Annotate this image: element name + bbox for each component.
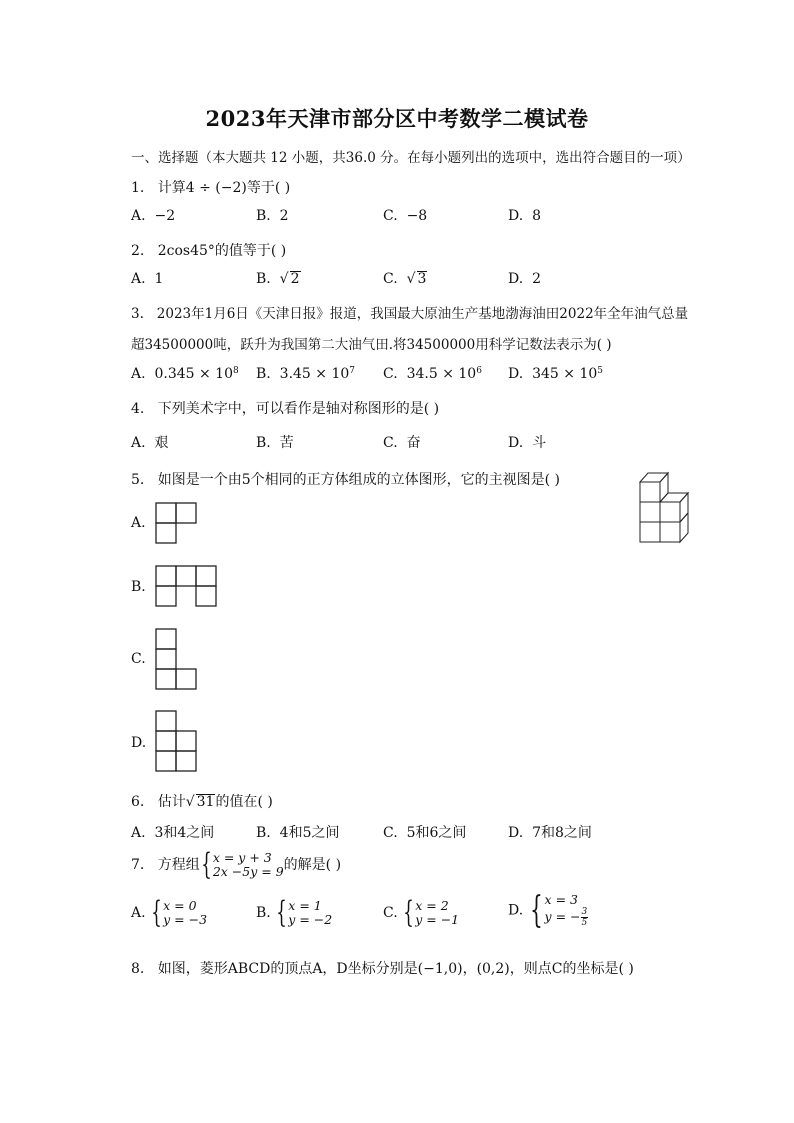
question-number: 3.	[131, 306, 144, 322]
q7-option-d[interactable]	[508, 889, 588, 931]
solution-x: x = 0	[163, 898, 197, 913]
option-value: 7和8之间	[532, 825, 592, 841]
solution-y: y = −	[544, 909, 581, 924]
option-value: −2	[154, 208, 176, 224]
question-text-pre: 估计	[157, 794, 186, 810]
option-value: 1	[154, 271, 164, 287]
solution-y: y = −3	[163, 912, 208, 927]
q4-option-d[interactable]	[508, 432, 546, 452]
equation-system	[213, 851, 284, 879]
option-base: 0.345 × 10	[154, 366, 233, 382]
option-value: 3和4之间	[154, 825, 215, 841]
q7-option-b[interactable]	[256, 895, 333, 930]
question-text: 下列美术字中，可以看作是轴对称图形的是( )	[157, 401, 440, 417]
option-label: C.	[383, 905, 398, 921]
q1-option-a[interactable]	[131, 208, 175, 224]
left-brace-icon: {	[403, 895, 414, 930]
equation-1: x = y + 3	[212, 850, 272, 865]
option-label: A.	[131, 208, 146, 224]
option-label: B.	[256, 208, 271, 224]
question-text-post: 的解是( )	[283, 857, 342, 873]
question-text-pre: 方程组	[157, 857, 200, 873]
option-label: D.	[508, 366, 524, 382]
solution-x: x = 3	[544, 892, 578, 907]
question-number: 4.	[131, 401, 145, 417]
question-number: 5.	[131, 472, 145, 488]
q6-option-c[interactable]	[383, 822, 466, 842]
q5-option-a[interactable]: A.	[131, 515, 146, 531]
numerator: 3	[581, 907, 588, 917]
question-text: 计算4 ÷ (−2)等于( )	[157, 180, 291, 196]
option-value: 艰	[154, 435, 169, 451]
radicand: 31	[196, 794, 215, 810]
question-text-post: 的值在( )	[215, 794, 273, 810]
option-value: 5和6之间	[406, 825, 467, 841]
denominator: 5	[581, 918, 588, 928]
option-label: C.	[383, 825, 398, 841]
q1-option-d[interactable]	[508, 208, 541, 224]
q3-option-b[interactable]	[256, 366, 355, 382]
page-title: 2023年天津市部分区中考数学二模试卷	[205, 106, 589, 131]
question-number: 8.	[131, 961, 145, 977]
q7-option-a[interactable]	[131, 895, 208, 930]
question-5	[131, 469, 560, 489]
q6-option-d[interactable]	[508, 822, 592, 842]
q1-option-b[interactable]	[256, 208, 289, 224]
question-number: 1.	[131, 180, 145, 196]
sqrt-icon: √	[279, 271, 289, 287]
option-label: D.	[508, 902, 524, 919]
option-label: A.	[131, 825, 146, 841]
solution-system	[163, 899, 207, 927]
option-value: 斗	[532, 435, 547, 451]
question-2	[131, 240, 286, 260]
option-label: A.	[131, 271, 146, 287]
question-1	[131, 177, 290, 197]
question-4	[131, 398, 439, 418]
sqrt-icon: √	[406, 271, 416, 287]
option-label: C.	[383, 208, 398, 224]
option-exponent: 5	[597, 366, 603, 376]
option-label: A.	[131, 366, 146, 382]
option-base: 345 × 10	[532, 366, 598, 382]
option-value: 2	[279, 208, 289, 224]
section-heading: 一、选择题（本大题共 12 小题，共36.0 分。在每小题列出的选项中，选出符合题目的一项）	[131, 150, 691, 166]
question-3	[131, 302, 688, 322]
option-value: −8	[406, 208, 428, 224]
option-label: A.	[131, 905, 146, 921]
option-base: 34.5 × 10	[406, 366, 477, 382]
fraction	[581, 907, 589, 928]
q5-option-c[interactable]: C.	[131, 651, 146, 667]
q4-option-a[interactable]	[131, 432, 168, 452]
q4-option-b[interactable]	[256, 432, 294, 452]
q6-option-b[interactable]	[256, 822, 339, 842]
option-label: D.	[508, 435, 524, 451]
question-text: 如图，菱形ABCD的顶点A，D坐标分别是(−1,0)，(0,2)，则点C的坐标是( )	[157, 961, 634, 977]
q2-option-d[interactable]	[508, 271, 541, 287]
option-label: D.	[508, 271, 524, 287]
radicand: 3	[417, 271, 427, 287]
q3-option-c[interactable]	[383, 366, 482, 382]
question-3-line2: 超34500000吨，跃升为我国第二大油气田.将34500000用科学记数法表示为( )	[131, 337, 612, 353]
solution-x: x = 2	[415, 898, 449, 913]
option-value: 8	[532, 208, 542, 224]
q5-option-d[interactable]: D.	[131, 735, 147, 751]
option-label: B.	[256, 271, 271, 287]
option-exponent: 7	[349, 366, 356, 376]
solution-system	[415, 899, 459, 927]
q6-option-a[interactable]	[131, 822, 214, 842]
question-number: 2.	[131, 243, 145, 259]
left-brace-icon: {	[276, 895, 288, 930]
left-brace-icon: {	[529, 889, 543, 931]
option-value: 2	[532, 271, 542, 287]
option-label: C.	[383, 271, 398, 287]
option-c-view-figure	[155, 628, 199, 690]
question-7	[131, 847, 342, 882]
question-number: 7.	[131, 857, 145, 873]
left-brace-icon: {	[201, 847, 212, 882]
option-exponent: 8	[233, 366, 239, 376]
q7-option-c[interactable]	[383, 895, 460, 930]
cube-solid-figure	[638, 470, 690, 544]
option-b-view-figure	[155, 565, 217, 607]
option-value: 4和5之间	[279, 825, 340, 841]
option-label: D.	[508, 825, 524, 841]
solution-x: x = 1	[288, 898, 322, 913]
option-d-view-figure	[155, 710, 199, 774]
option-exponent: 6	[476, 366, 482, 376]
question-text-line1: 2023年1月6日《天津日报》报道，我国最大原油生产基地渤海油田2022年全年油气总量	[156, 306, 689, 322]
solution-y: y = −2	[288, 912, 333, 927]
question-text: 2cos45°的值等于( )	[157, 243, 287, 259]
q2-option-c[interactable]	[383, 271, 427, 287]
radicand: 2	[290, 271, 300, 287]
option-base: 3.45 × 10	[279, 366, 350, 382]
option-label: B.	[256, 825, 271, 841]
q3-option-d[interactable]	[508, 366, 603, 382]
option-value: 苦	[279, 435, 294, 451]
q3-option-a[interactable]	[131, 366, 239, 382]
question-text: 如图是一个由5个相同的正方体组成的立体图形，它的主视图是( )	[157, 472, 560, 488]
q2-option-b[interactable]	[256, 271, 301, 287]
equation-2: 2x −5y = 9	[212, 864, 284, 879]
option-label: C.	[383, 435, 398, 451]
q5-option-b[interactable]: B.	[131, 579, 146, 595]
left-brace-icon: {	[151, 895, 162, 930]
q1-option-c[interactable]	[383, 208, 427, 224]
option-label: B.	[256, 435, 271, 451]
option-label: A.	[131, 435, 146, 451]
solution-system	[545, 893, 589, 928]
solution-system	[288, 899, 332, 927]
option-a-view-figure	[155, 502, 199, 544]
option-label: C.	[383, 366, 398, 382]
question-number: 6.	[131, 794, 145, 810]
q4-option-c[interactable]	[383, 432, 421, 452]
option-value: 奋	[406, 435, 421, 451]
solution-y: y = −1	[415, 912, 460, 927]
question-8	[131, 958, 634, 978]
option-label: D.	[508, 208, 524, 224]
question-6	[131, 791, 273, 811]
q2-option-a[interactable]	[131, 271, 163, 287]
option-label: B.	[256, 366, 271, 382]
sqrt-icon: √	[185, 794, 195, 810]
option-label: B.	[256, 905, 271, 921]
